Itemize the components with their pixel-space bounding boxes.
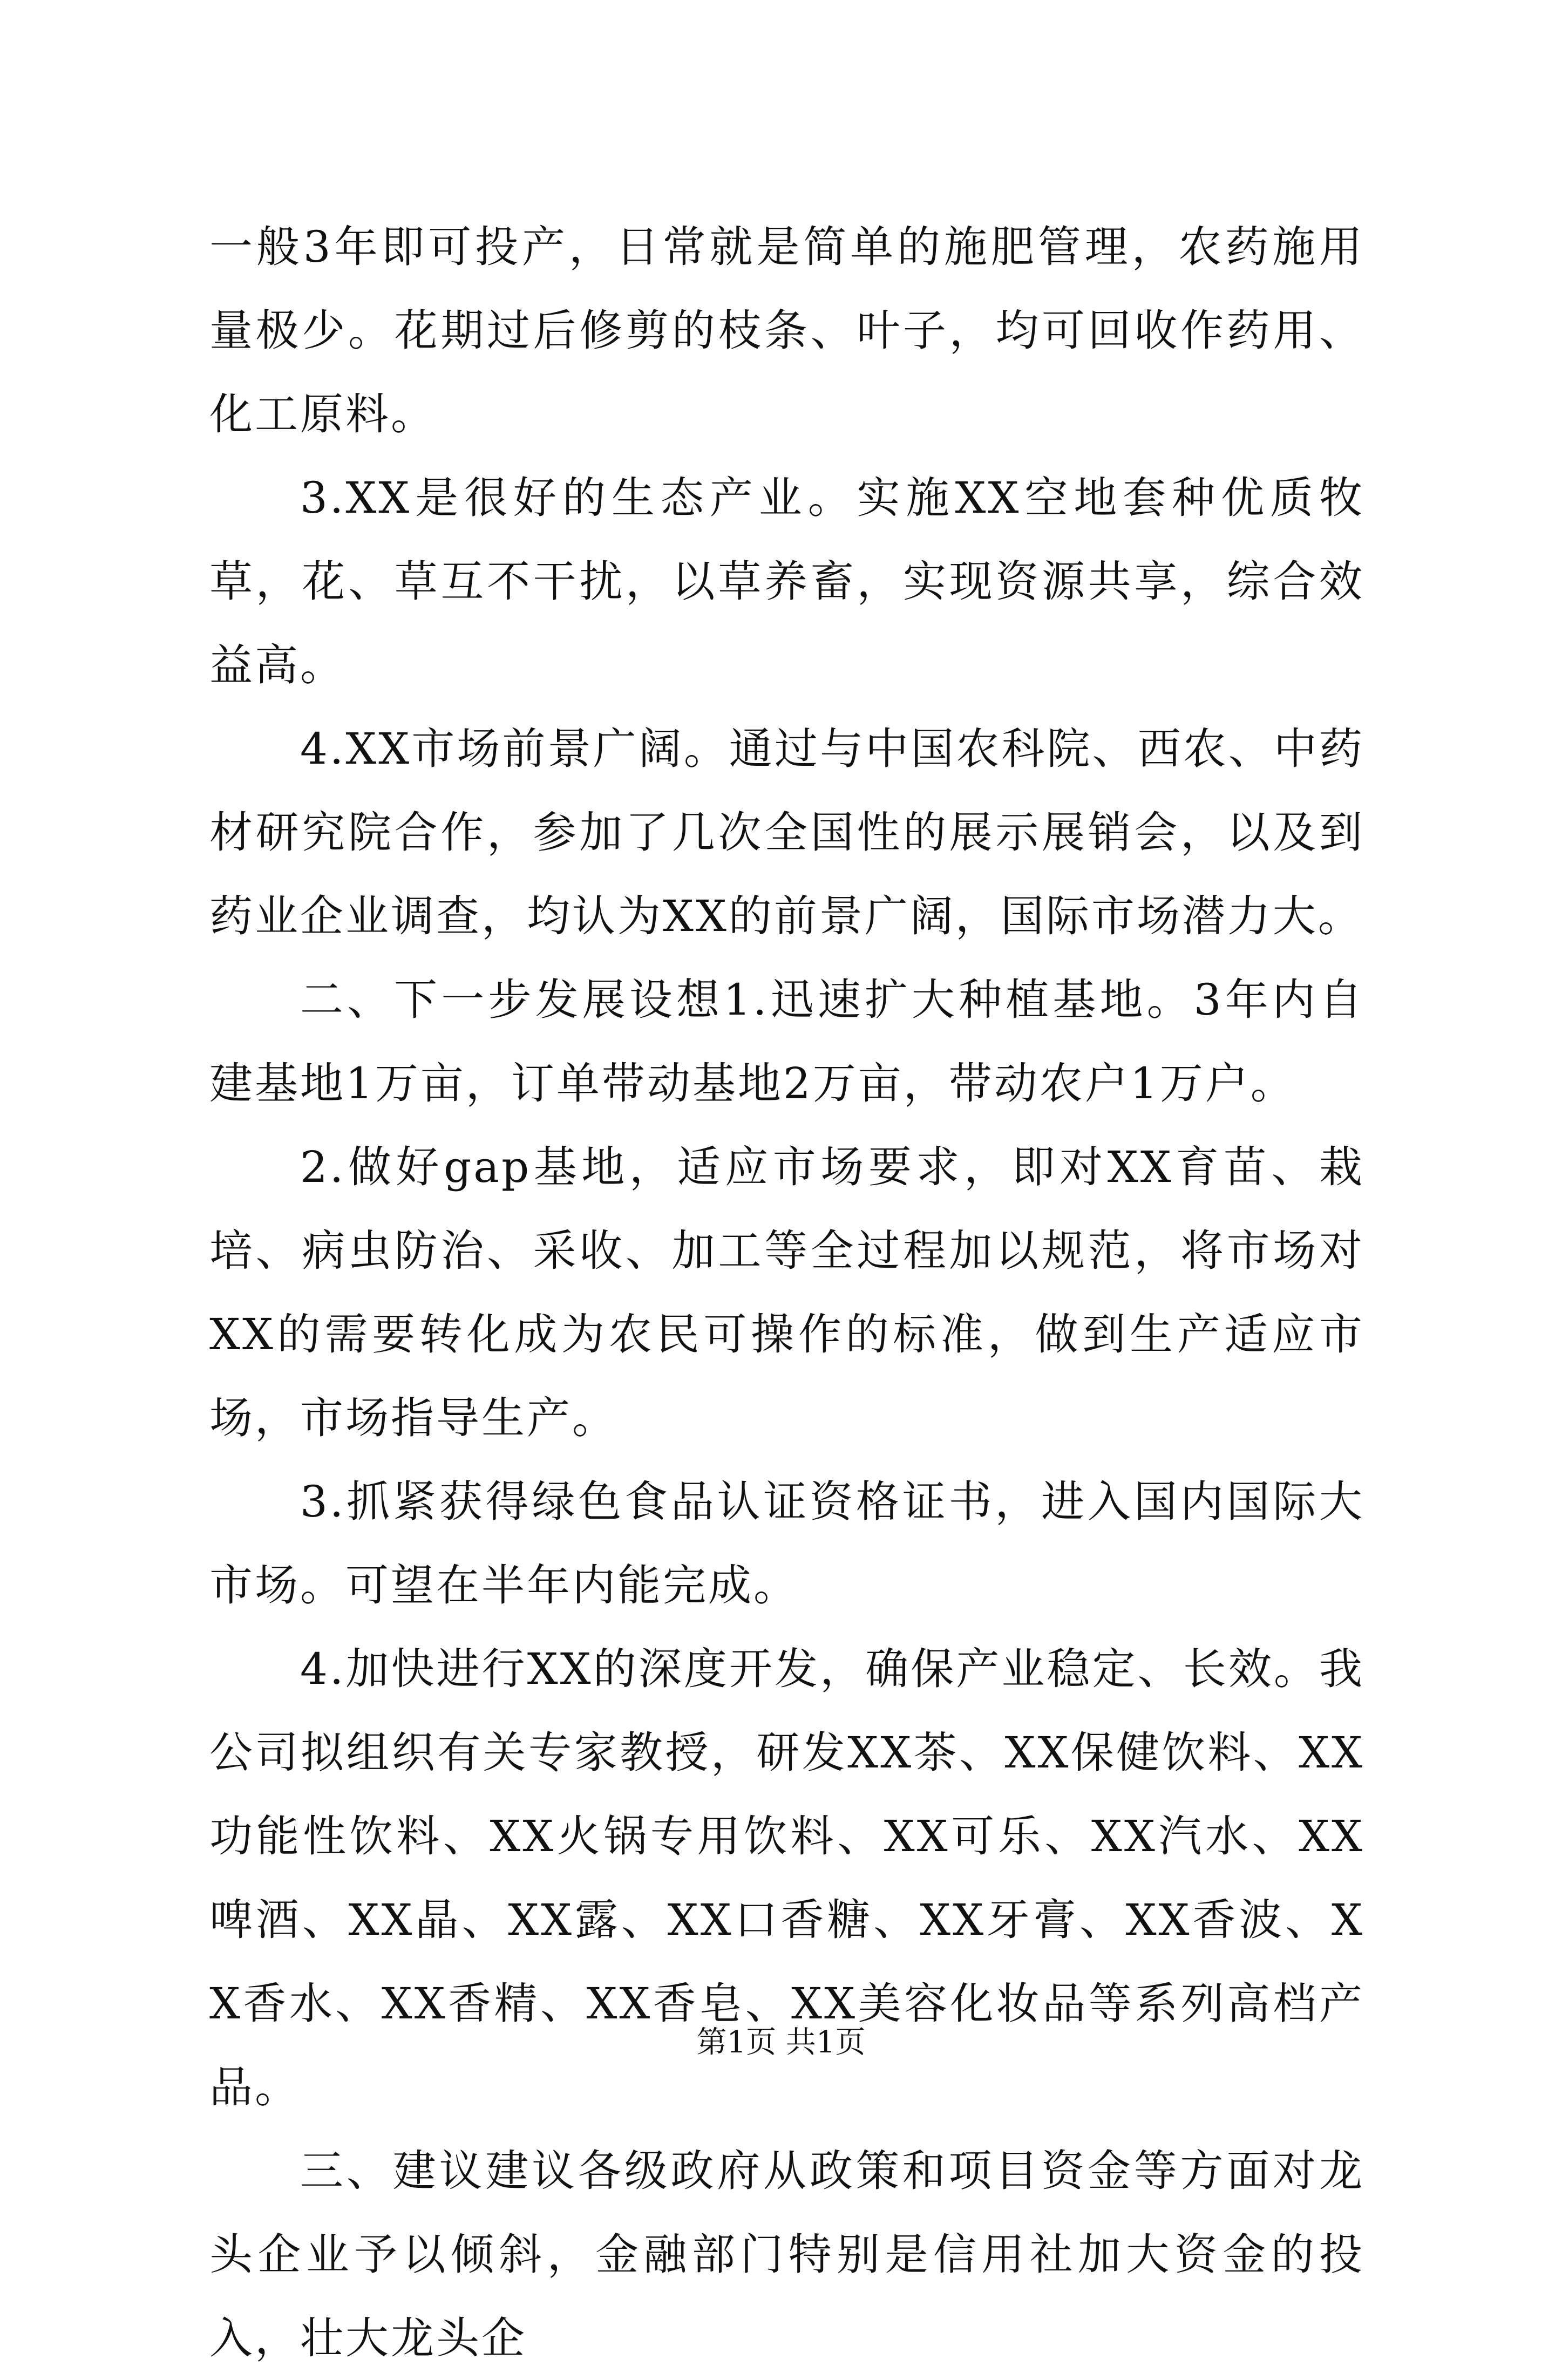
paragraph-7: 4.加快进行XX的深度开发，确保产业稳定、长效。我公司拟组织有关专家教授，研发XX茶、XX保健饮料、XX功能性饮料、XX火锅专用饮料、XX可乐、XX汽水、XX啤酒、XX晶、XX露、XX口香糖、XX牙膏、XX香波、XX香水、XX香精、XX香皂、XX美容化妆品等系列高档产品。	[209, 1644, 1364, 2112]
paragraph-6: 3.抓紧获得绿色食品认证资格证书，进入国内国际大市场。可望在半年内能完成。	[209, 1477, 1364, 1610]
page-footer: 第1页 共1页	[696, 2025, 866, 2060]
paragraph-1: 一般3年即可投产，日常就是简单的施肥管理，农药施用量极少。花期过后修剪的枝条、叶子，均可回收作药用、化工原料。	[209, 222, 1364, 439]
paragraph-4: 二、下一步发展设想1.迅速扩大种植基地。3年内自建基地1万亩，订单带动基地2万亩，带动农户1万户。	[209, 975, 1364, 1109]
paragraph-8: 三、建议建议各级政府从政策和项目资金等方面对龙头企业予以倾斜，金融部门特别是信用社加大资金的投入，壮大龙头企	[209, 2146, 1364, 2363]
paragraph-2: 3.XX是很好的生态产业。实施XX空地套种优质牧草，花、草互不干扰，以草养畜，实现资源共享，综合效益高。	[209, 473, 1364, 690]
paragraph-5: 2.做好gap基地，适应市场要求，即对XX育苗、栽培、病虫防治、采收、加工等全过程加以规范，将市场对XX的需要转化成为农民可操作的标准，做到生产适应市场，市场指导生产。	[209, 1142, 1364, 1443]
paragraph-3: 4.XX市场前景广阔。通过与中国农科院、西农、中药材研究院合作，参加了几次全国性的展示展销会，以及到药业企业调查，均认为XX的前景广阔，国际市场潜力大。	[209, 724, 1364, 941]
